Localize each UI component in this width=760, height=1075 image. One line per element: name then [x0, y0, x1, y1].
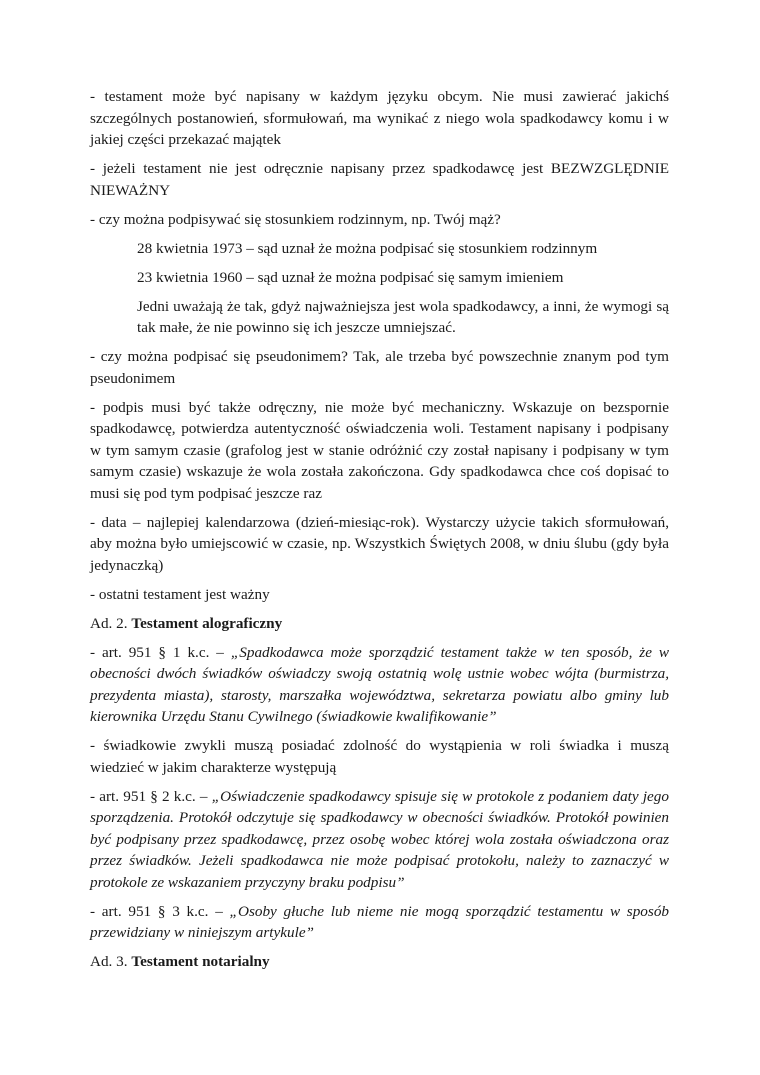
- paragraph-family-signature-question: - czy można podpisywać się stosunkiem rodzinnym, np. Twój mąż?: [90, 210, 501, 228]
- section-heading-notarial: [90, 951, 669, 973]
- article-quote: „Oświadczenie spadkodawcy spisuje się w protokole z podaniem daty jego sporządzenia. Protokół odczytuje się spadkodawcy w obecności świadków. Protokół powinien być podpisany przez spadkodawcę, przez osobę wobec której wola została oświadczona oraz przez świadków. Jeżeli spadkodawca nie może podpisać protokołu, należy to zaznaczyć w protokole ze wskazaniem przyczyny braku podpisu”: [90, 787, 669, 891]
- paragraph-date: - data – najlepiej kalendarzowa (dzień-miesiąc-rok). Wystarczy użycie takich sformułowań, aby można było umiejscowić w czasie, np. Wszystkich Świętych 2008, w dniu ślubu (gdy była jedynaczką): [90, 513, 669, 574]
- court-ruling-1973: 28 kwietnia 1973 – sąd uznał że można podpisać się stosunkiem rodzinnym: [137, 239, 598, 257]
- article-951-2: [90, 786, 669, 894]
- article-prefix: - art. 951 § 2 k.c. –: [90, 787, 212, 805]
- section-heading-allographic: [90, 613, 669, 635]
- document-page: [90, 86, 669, 980]
- section-title: Testament alograficzny: [131, 614, 283, 632]
- court-ruling-1960: 23 kwietnia 1960 – sąd uznał że można podpisać się samym imieniem: [137, 268, 564, 286]
- paragraph-pseudonym: - czy można podpisać się pseudonimem? Tak, ale trzeba być powszechnie znanym pod tym pseudonimem: [90, 348, 669, 387]
- article-quote: „Osoby głuche lub nieme nie mogą sporządzić testamentu w sposób przewidziany w niniejszym artykule”: [90, 902, 670, 941]
- paragraph-witnesses: - świadkowie zwykli muszą posiadać zdolność do wystąpienia w roli świadka i muszą wiedzieć w jakim charakterze występują: [90, 737, 669, 776]
- article-951-1: [90, 642, 669, 728]
- opinion-paragraph: Jedni uważają że tak, gdyż najważniejsza jest wola spadkodawcy, a inni, że wymogi są tak małe, że nie powinno się ich jeszcze umniejszać.: [137, 297, 669, 336]
- paragraph-language: - testament może być napisany w każdym języku obcym. Nie musi zawierać jakichś szczególnych postanowień, sformułowań, ma wynikać z niego wola spadkodawcy komu i w jakiej części przekazać majątek: [90, 88, 669, 148]
- article-quote: „Spadkodawca może sporządzić testament także w ten sposób, że w obecności dwóch świadków oświadczy swoją ostatnią wolę ustnie wobec wójta (burmistrza, prezydenta miasta), starosty, marszałka województwa, sekretarza powiatu albo gminy lub kierownika Urzędu Stanu Cywilnego (świadkowie kwalifikowanie”: [90, 643, 669, 725]
- paragraph-last-will-valid: - ostatni testament jest ważny: [90, 585, 270, 603]
- article-951-3: [90, 901, 669, 944]
- section-prefix: Ad. 2.: [90, 614, 132, 632]
- section-title: Testament notarialny: [131, 953, 270, 970]
- article-prefix: - art. 951 § 3 k.c. –: [90, 902, 230, 920]
- paragraph-handwritten-requirement: - jeżeli testament nie jest odręcznie napisany przez spadkodawcę jest BEZWZGLĘDNIE NIEWAŻNY: [90, 160, 669, 199]
- section-prefix: Ad. 3.: [90, 953, 132, 970]
- paragraph-signature-handwritten: - podpis musi być także odręczny, nie może być mechaniczny. Wskazuje on bezspornie spadkodawcę, potwierdza autentyczność oświadczenia woli. Testament napisany i podpisany w tym samym czasie (grafolog jest w stanie odróżnić czy został napisany i podpisany w tym samym czasie) wskazuje że wola została zakończona. Gdy spadkodawca chce coś dopisać to musi się pod tym podpisać jeszcze raz: [90, 398, 669, 502]
- article-prefix: - art. 951 § 1 k.c. –: [90, 643, 231, 661]
